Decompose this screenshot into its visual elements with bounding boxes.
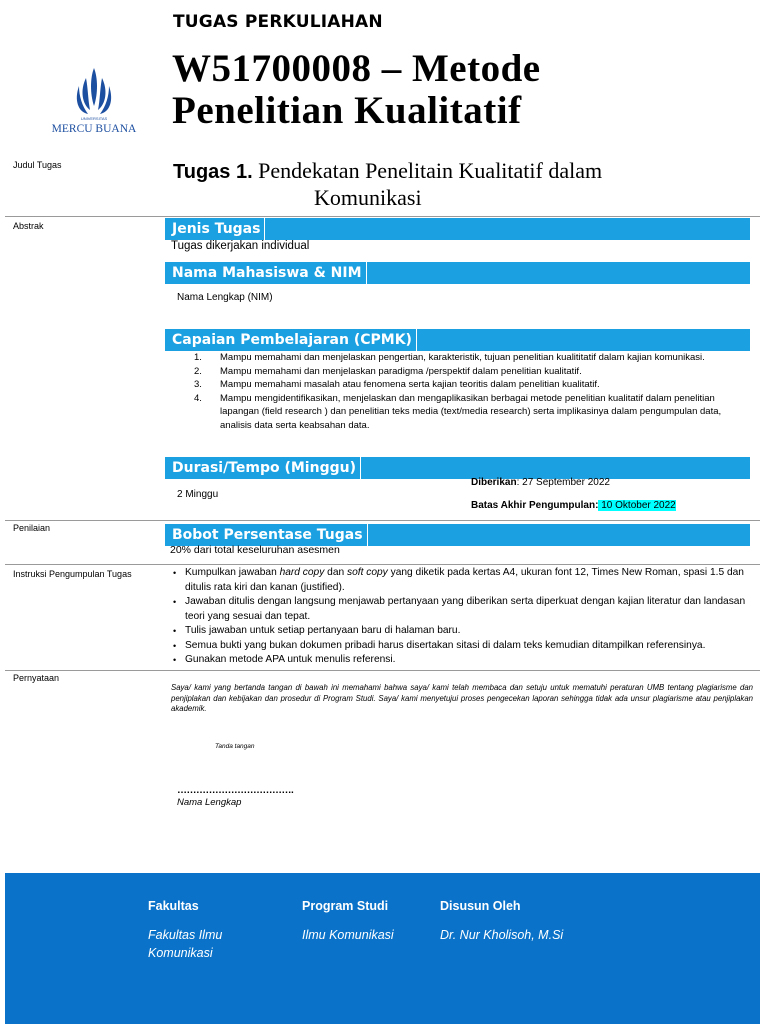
tanda-tangan-label: Tanda tangan bbox=[215, 743, 255, 750]
heading-jenis-tugas: Jenis Tugas bbox=[165, 218, 265, 240]
label-pernyataan: Pernyataan bbox=[13, 673, 60, 683]
nama-mahasiswa-placeholder: Nama Lengkap (NIM) bbox=[177, 292, 273, 303]
section-divider bbox=[5, 564, 760, 565]
footer-prodi-value: Ilmu Komunikasi bbox=[302, 928, 394, 942]
heading-bobot: Bobot Persentase Tugas bbox=[165, 524, 368, 546]
footer-fakultas-label: Fakultas bbox=[148, 899, 199, 913]
signature-line: ………………………………. bbox=[177, 785, 294, 796]
university-logo bbox=[46, 64, 142, 138]
assignment-number: Tugas 1. bbox=[173, 161, 253, 183]
list-item: 3. Mampu memahami masalah atau fenomena serta kajian teoritis dalam penelitian kualitatif. bbox=[194, 379, 600, 390]
list-item: • Tulis jawaban untuk setiap pertanyaan baru di halaman baru. bbox=[173, 625, 461, 636]
footer-prodi-label: Program Studi bbox=[302, 899, 389, 913]
logo-small-text: UNIVERSITAS bbox=[80, 116, 108, 121]
assignment-title bbox=[173, 158, 733, 211]
label-judul-tugas: Judul Tugas bbox=[13, 160, 62, 170]
document-type-label: TUGAS PERKULIAHAN bbox=[173, 12, 383, 32]
course-title-line1: W51700008 – Metode bbox=[172, 47, 541, 90]
nama-lengkap-label: Nama Lengkap bbox=[177, 797, 242, 808]
list-item: 1. Mampu memahami dan menjelaskan pengertian, karakteristik, tujuan penelitian kualititatif dalam kajian komunikasi. bbox=[194, 352, 705, 363]
course-title bbox=[172, 48, 752, 132]
bobot-text: 20% dari total keseluruhan asesmen bbox=[170, 544, 340, 556]
section-divider bbox=[5, 670, 760, 671]
list-item: • Gunakan metode APA untuk menulis referensi. bbox=[173, 654, 396, 665]
jenis-tugas-text: Tugas dikerjakan individual bbox=[171, 240, 310, 252]
instruksi-list bbox=[171, 566, 751, 668]
footer-disusun-value: Dr. Nur Kholisoh, M.Si bbox=[440, 928, 564, 942]
heading-bar-jenis bbox=[165, 218, 750, 240]
list-item: 4. Mampu mengidentifikasikan, menjelaskan dan mengaplikasikan berbagai metode penelitian kualitatif dalam penelitian lapangan (field research ) dan penelitian teks media (text/media research) serta implikasinya dalam pengumpulan data, analisis data serta keabsahan data. bbox=[194, 392, 722, 431]
heading-bar-cpmk bbox=[165, 329, 750, 351]
label-abstrak: Abstrak bbox=[13, 221, 44, 231]
tanggal-diberikan: Diberikan: 27 September 2022 bbox=[471, 477, 610, 488]
pernyataan-text: Saya/ kami yang bertanda tangan di bawah ini memahami bahwa saya/ kami telah membaca dan setuju untuk mematuhi peraturan UMB tentang plagiarisme dan penjiplakan dan kebijakan dan prosedur di Program Studi. Saya/ kami menyetujui proses pengecekan laporan sehingga tidak ada unsur plagiarisme atau penjiplakan akademik. bbox=[171, 683, 753, 713]
list-item: • Jawaban ditulis dengan langsung menjawab pertanyaan yang diberikan serta diperkuat dengan kajian literatur dan landasan teori yang sesuai dan tepat. bbox=[173, 596, 746, 622]
section-divider bbox=[5, 216, 760, 217]
list-item: 2. Mampu memahami dan menjelaskan paradigma /perspektif dalam penelitian kualitatif. bbox=[194, 365, 582, 377]
heading-cpmk: Capaian Pembelajaran (CPMK) bbox=[165, 329, 417, 351]
heading-nama-mahasiswa: Nama Mahasiswa & NIM bbox=[165, 262, 367, 284]
heading-bar-durasi bbox=[165, 457, 750, 479]
course-title-line2: Penelitian Kualitatif bbox=[172, 89, 522, 132]
heading-bar-bobot bbox=[165, 524, 750, 546]
label-penilaian: Penilaian bbox=[13, 523, 51, 533]
list-item: • Kumpulkan jawaban hard copy dan soft copy yang diketik pada kertas A4, ukuran font 12, Times New Roman, spasi 1.5 dan ditulis rata kiri dan kanan (justified). bbox=[173, 567, 744, 593]
footer-band bbox=[5, 873, 760, 1024]
footer-fakultas-value: Fakultas Ilmu Komunikasi bbox=[148, 928, 223, 960]
assignment-title-line2: Komunikasi bbox=[314, 185, 422, 210]
heading-bar-mahasiswa bbox=[165, 262, 750, 284]
list-item: • Semua bukti yang bukan dokumen pribadi harus disertakan sitasi di dalam teks kemudian ditampilkan referensinya. bbox=[173, 639, 706, 651]
footer-disusun-label: Disusun Oleh bbox=[440, 899, 521, 913]
heading-durasi: Durasi/Tempo (Minggu) bbox=[165, 457, 361, 479]
assignment-title-line1: Pendekatan Penelitain Kualitatif dalam bbox=[252, 158, 603, 183]
cpmk-list bbox=[174, 351, 734, 432]
deadline-highlight: 10 Oktober 2022 bbox=[598, 500, 676, 511]
label-instruksi: Instruksi Pengumpulan Tugas bbox=[13, 569, 132, 579]
logo-text: MERCU BUANA bbox=[51, 123, 137, 135]
durasi-value: 2 Minggu bbox=[177, 489, 219, 500]
batas-akhir: Batas Akhir Pengumpulan: 10 Oktober 2022 bbox=[471, 500, 676, 511]
section-divider bbox=[5, 520, 760, 521]
